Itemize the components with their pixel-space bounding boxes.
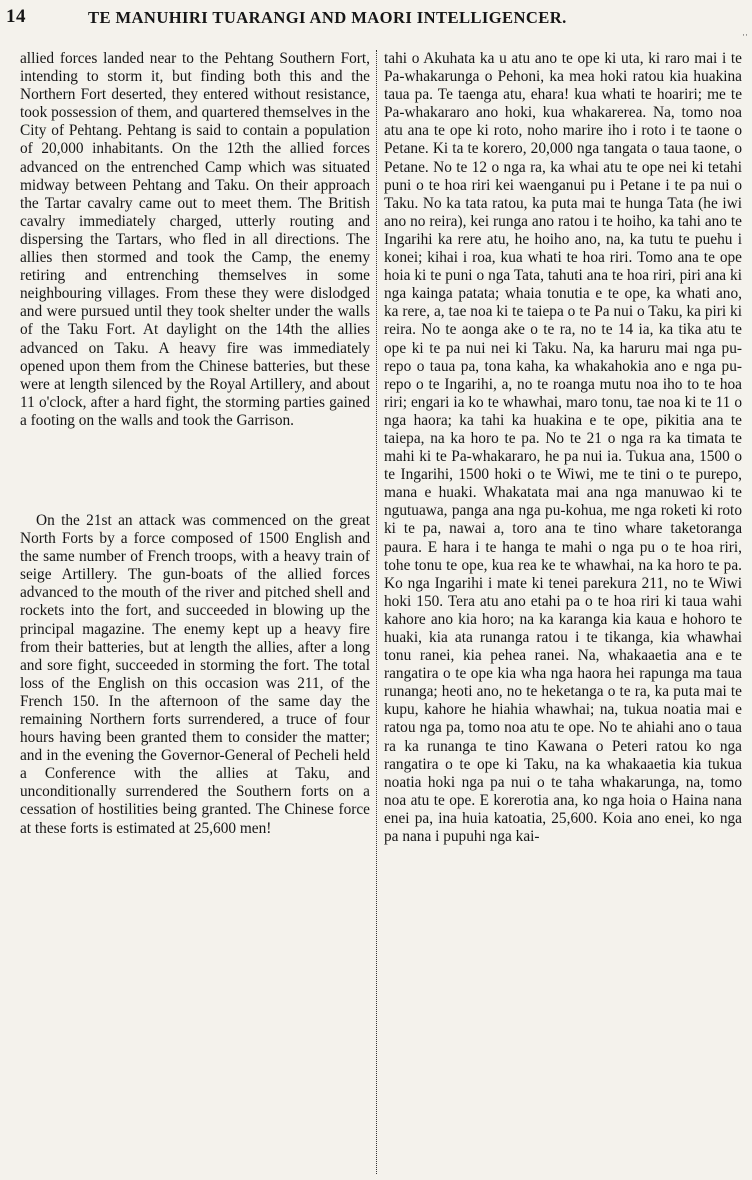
page-number: 14 (6, 6, 26, 27)
column-divider (376, 50, 377, 1174)
maori-column (384, 50, 742, 846)
english-paragraph-north-forts: On the 21st an attack was commenced on the great North Forts by a force composed of 1500 English and the same number of French troops, with a heavy train of seige Artillery. The gun-boats of the allied forces advanced to the mouth of the river and pitched shell and rockets into the fort, and succeeded in blowing up the principal magazine. The enemy kept up a heavy fire from their batteries, but at length the allies, after a long and sore fight, succeeded in storming the fort. The total loss of the English on this occasion was 211, of the French 150. In the afternoon of the same day the remaining Northern forts surrendered, a truce of four hours having been granted them to consider the matter; and in the evening the Governor-General of Pecheli held a Conference with the allies at Taku, and unconditionally surrendered the Southern forts on a cessation of hostilities being granted. The Chinese force at these forts is estimated at 25,600 men! (20, 511, 370, 837)
corner-mark: ·· (742, 30, 748, 40)
page-header (0, 6, 752, 32)
english-paragraph-pehtang: allied forces landed near to the Pehtang Southern Fort, intending to storm it, but finding both this and the Northern Fort deserted, they entered without resistance, took possession of them, and quartered themselves in the City of Pehtang. Pehtang is said to contain a population of 20,000 inhabitants. On the 12th the allied forces advanced on the entrenched Camp which was situated midway between Pehtang and Taku. On their approach the Tartar cavalry came out to meet them. The British cavalry immediately charged, utterly routing and dispersing the Tartars, who fled in all directions. The allies then stormed and took the Camp, the enemy retiring and entrenching themselves in some neighbouring villages. From these they were dislodged and were pursued until they took shelter under the walls of the Taku Fort. At daylight on the 14th the allies advanced on Taku. A heavy fire was immediately opened upon them from the Chinese batteries, but these were at length silenced by the Royal Artillery, and about 11 o'clock, after a hard fight, the storming parties gained a footing on the walls and took the Garrison. (20, 50, 370, 429)
running-title: TE MANUHIRI TUARANGI AND MAORI INTELLIGENCER. (88, 8, 567, 27)
maori-paragraph: tahi o Akuhata ka u atu ano te ope ki uta, ki raro mai i te Pa-whakarunga o Pehoni, ka mea hoki ratou kia huakina taua pa. Te taenga atu, ehara! kua whati te hoariri; me te Pa-whakararo ano hoki, kua whakarerea. Na, tomo noa atu ana te ope ki roto, noho marire iho i roto i te taone o Petane. Ki ta te korero, 20,000 nga tangata o taua taone, o Petane. No te 12 o nga ra, ka whai atu te ope nei ki tetahi puni o te hoa riri kei waenganui pu i Petane i te pa nui o Taku. No ka tata ratou, ka puta mai te hunga Tata (he iwi ano no reira), kei runga ano ratou i te hoiho, ka tahi ano te Ingarihi ka rere atu, he hoiho ano, na, ka tutu te puehu i konei; kihai i roa, kua whati te hoa riri. Tomo ana te ope hoia ki te puni o nga Tata, tahuti ana te hoa riri, piri ana ki nga kainga patata; whaia tonutia e te ope, ka whati ano, ka rere, a, tae noa ki te taiepa o te Pa nui o Taku, ka piri ki reira. No te aonga ake o te ra, no te 14 ia, ka tika atu te ope ki te pa nui nei ki Taku. Na, ka haruru mai nga pu-repo o taua pa, tona kaha, ka whakahokia ano e nga pu-repo o te Ingarihi, a, no te roanga mutu noa iho to te hoa riri; engari ia ko te whawhai, maro tonu, tae noa ki te 11 o nga haora; ka tahi ka huakina e te ope, pikitia ana te taiepa, na ka horo te pa. No te 21 o nga ra ka timata te mahi ki te Pa-whakararo, he pa nui ia. Tukua ana, 1500 o te Ingarihi, 1500 hoki o te Wiwi, me te tini o te purepo, mana e huaki. Whakatata mai ana nga manuwao ki te ngutuawa, panga ana nga pu-kohua, me nga roketi ki roto ki te pa, nawai a, toro ana te tino whare taketoranga paura. E hara i te hanga te mahi o nga pu o te hoa riri, tohe tonu te ope, kua rea ke te whawhai, na ka horo te pa. Ko nga Ingarihi i mate ki tenei parekura 211, no te Wiwi hoki 150. Tera atu ano etahi pa o te hoa riri ki taua wahi kahore ano kia horo; na ka karanga kia kaua e hohoro te huaki, kia ata runanga ratou i te tikanga, kia whawhai tonu ranei, kia pehea ranei. Na, whakaaetia ana e te rangatira o te ope kia wha nga haora hei rapunga ma taua runanga; heoti ano, no te heketanga o te ra, ka puta mai te kupu, kahore he hiahia whawhai; na, tukua noatia mai e ratou nga pa, tomo noa atu te ope. No te ahiahi ano o taua ra ka runanga te tino Kawana o Peteri ratou ko nga rangatira o te ope ki Taku, na ka whakaaetia kia tukua noatia hoki nga pa nui o te taha whakarunga, na, tomo noa atu te ope. E korerotia ana, ko nga hoia o Haina nana enei pa, ina huia katoatia, 25,600. Koia ano enei, ko nga pa nana i pupuhi nga kai- (384, 50, 742, 846)
english-column (20, 50, 370, 838)
